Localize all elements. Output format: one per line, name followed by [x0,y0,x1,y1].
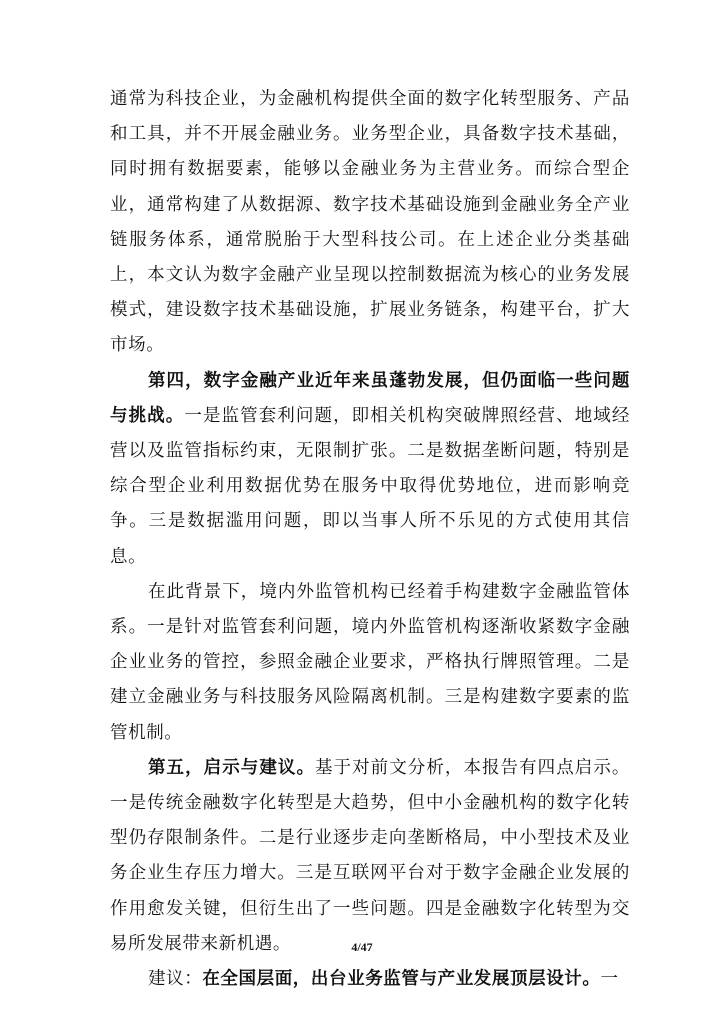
paragraph-4 [110,751,630,962]
paragraph-5-prefix: 建议： [148,969,203,990]
paragraph-2-text: 一是监管套利问题，即相关机构突破牌照经营、地域经营以及监管指标约束，无限制扩张。二是数据垄断问题，特别是综合型企业利用数据优势在服务中取得优势地位，进而影响竞争。三是数据滥用问题，即以当事人所不乐见的方式使用其信息。 [110,405,630,567]
page-number: 4/47 [351,940,373,954]
paragraph-1 [110,82,630,364]
paragraph-2-heading: 第四，数字金融产业近年来虽蓬勃发展，但仍面临一些问题与挑战。 [110,370,630,426]
paragraph-5-heading: 在全国层面，出台业务监管与产业发展顶层设计。 [202,969,601,990]
paragraph-4-text: 基于对前文分析，本报告有四点启示。一是传统金融数字化转型是大趋势，但中小金融机构的数字化转型仍存限制条件。二是行业逐步走向垄断格局，中小型技术及业务企业生存压力增大。三是互联网平台对于数字金融企业发展的作用愈发关键，但衍生出了一些问题。四是金融数字化转型为交易所发展带来新机遇。 [110,757,630,954]
paragraph-2 [110,364,630,575]
paragraph-5-text: 一 [600,969,619,990]
body-text [110,82,630,997]
paragraph-5 [110,962,630,997]
paragraph-1-text: 通常为科技企业，为金融机构提供全面的数字化转型服务、产品和工具，并不开展金融业务。业务型企业，具备数字技术基础，同时拥有数据要素，能够以金融业务为主营业务。而综合型企业，通常构建了从数据源、数字技术基础设施到金融业务全产业链服务体系，通常脱胎于大型科技公司。在上述企业分类基础上，本文认为数字金融产业呈现以控制数据流为核心的业务发展模式，建设数字技术基础设施，扩展业务链条，构建平台，扩大市场。 [110,89,630,356]
paragraph-3-text: 在此背景下，境内外监管机构已经着手构建数字金融监管体系。一是针对监管套利问题，境内外监管机构逐渐收紧数字金融企业业务的管控，参照金融企业要求，严格执行牌照管理。二是建立金融业务与科技服务风险隔离机制。三是构建数字要素的监管机制。 [110,581,630,743]
paragraph-3 [110,575,630,751]
paragraph-4-heading: 第五，启示与建议。 [148,757,315,778]
